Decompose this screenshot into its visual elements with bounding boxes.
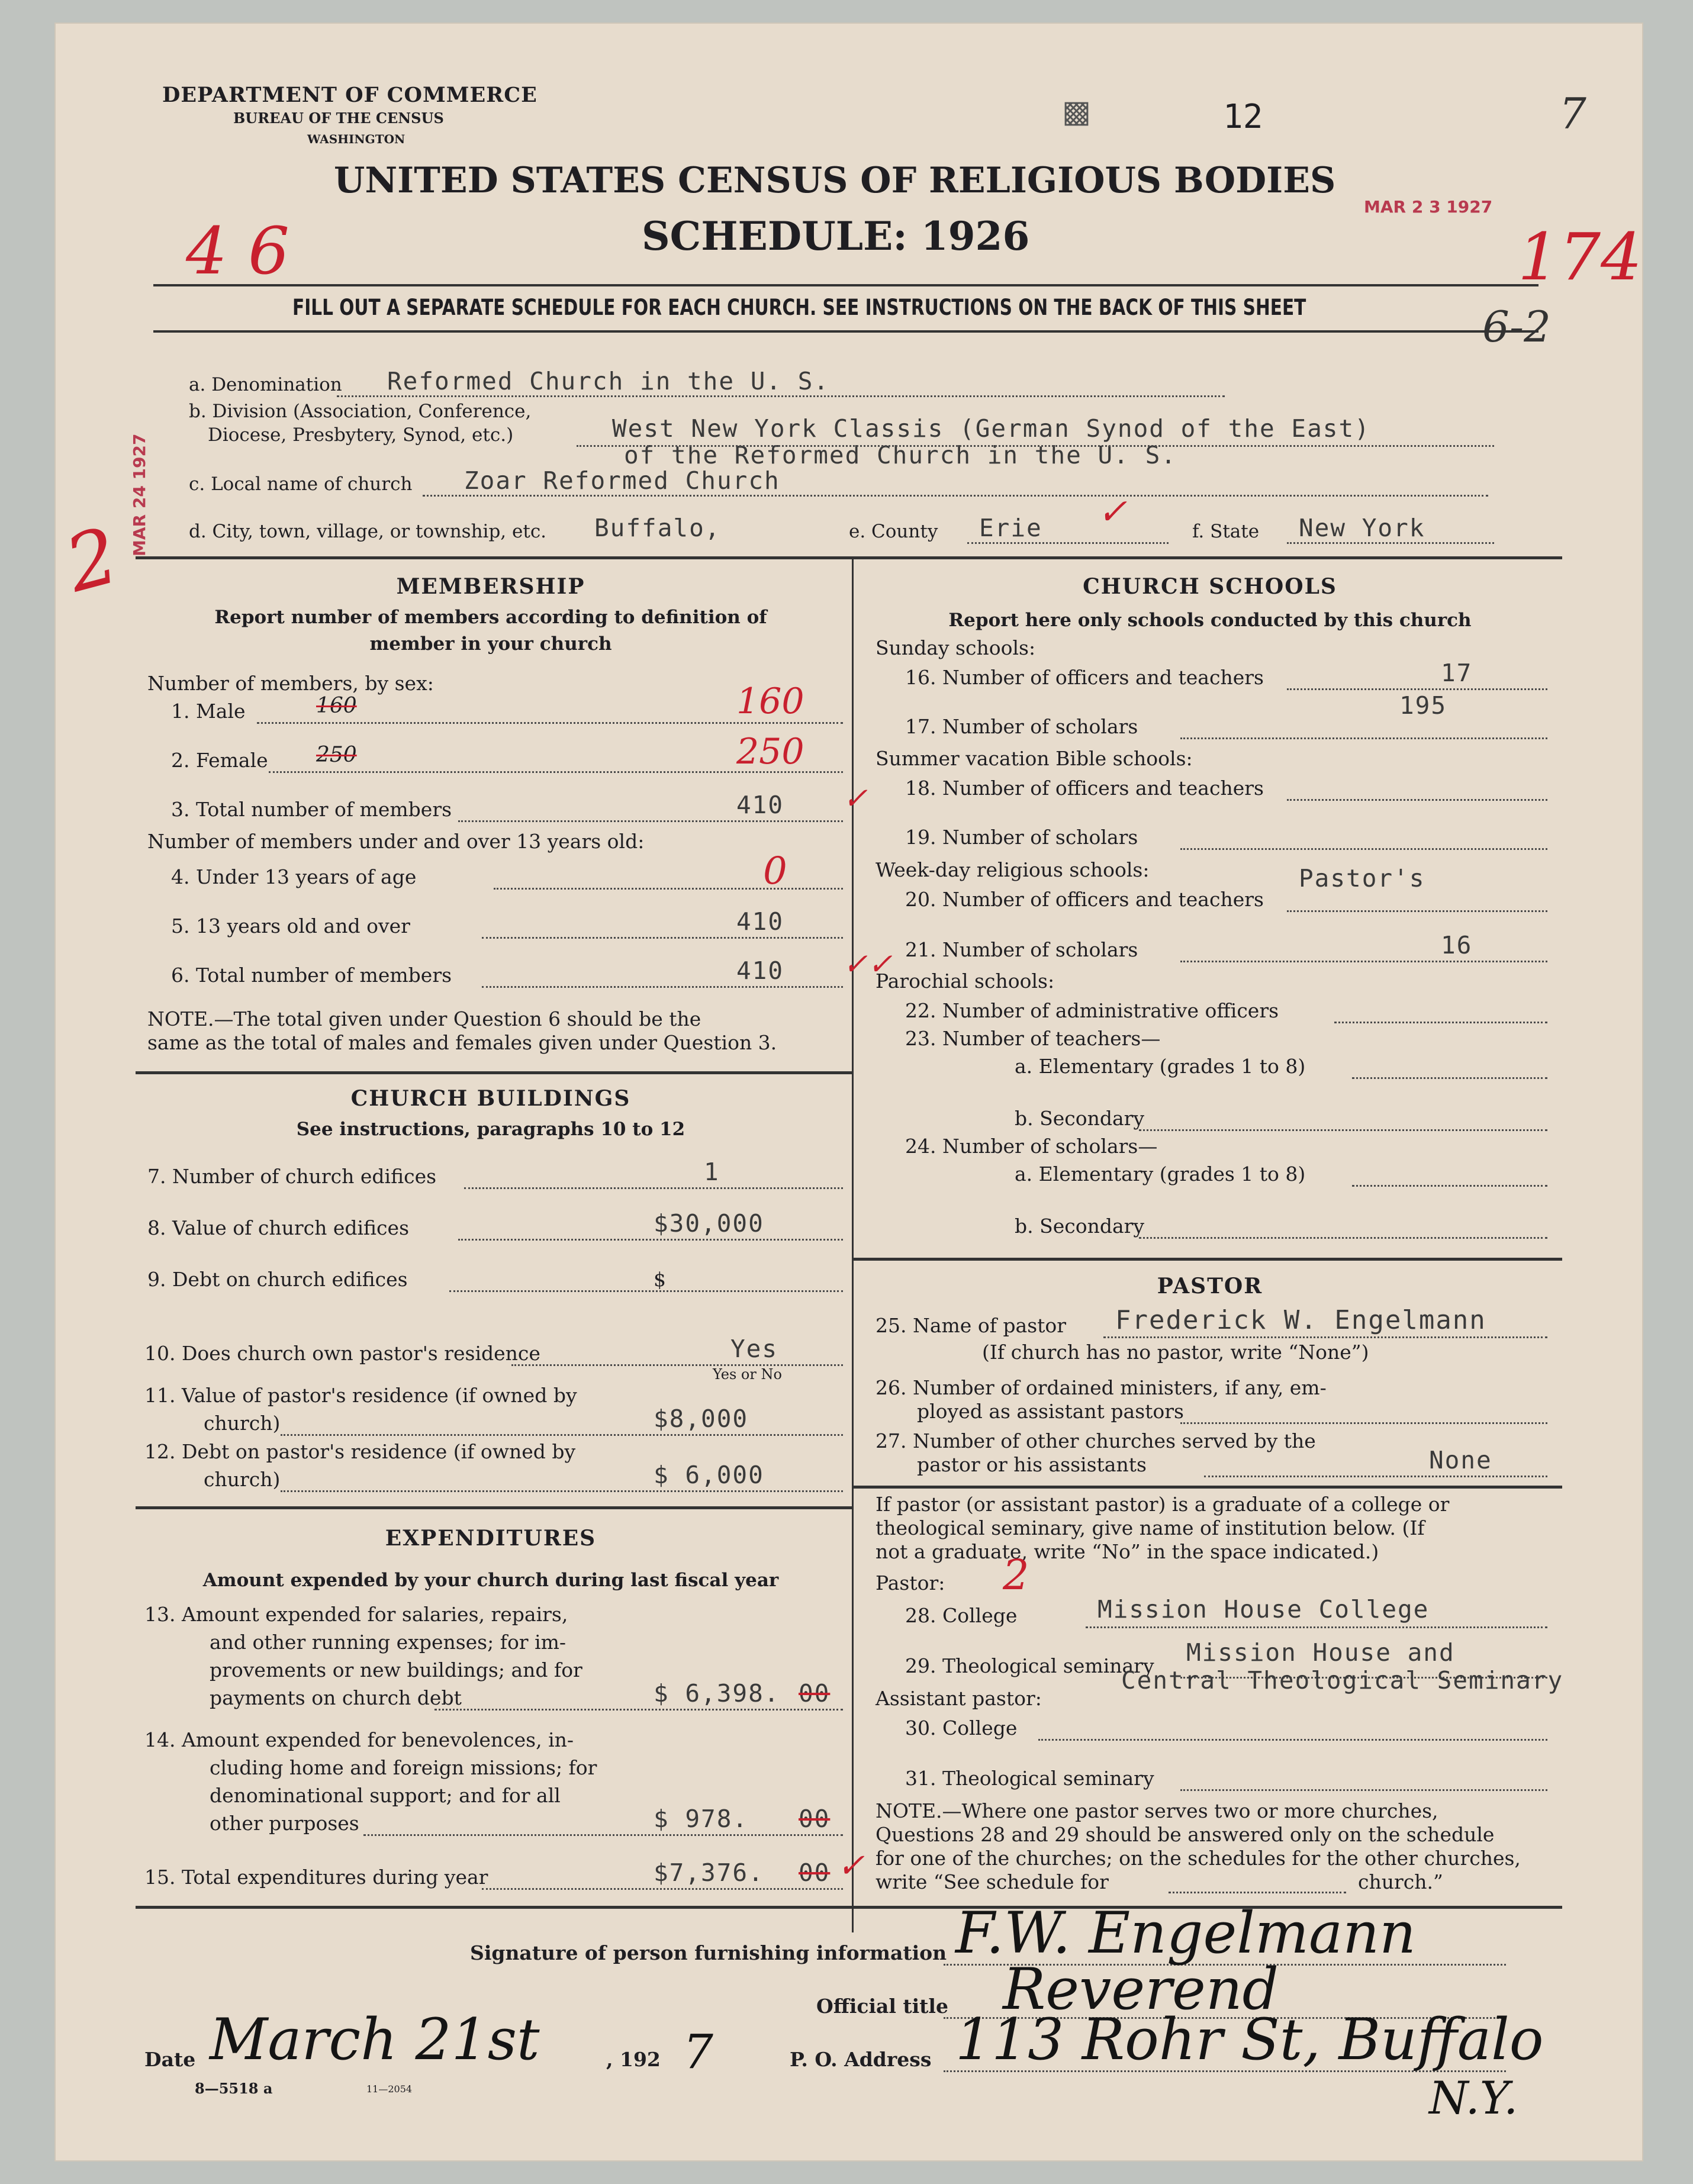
- handwritten-left-number: 4 6: [186, 213, 289, 289]
- q5-label: 5. 13 years old and over: [171, 914, 410, 938]
- header-rule-bottom: [153, 330, 1538, 333]
- q9-value: $: [654, 1268, 666, 1291]
- county-line: [967, 542, 1169, 544]
- department-name: DEPARTMENT OF COMMERCE: [162, 83, 537, 107]
- expenditures-title: EXPENDITURES: [385, 1526, 597, 1551]
- county-check-mark: ✓: [1097, 491, 1128, 533]
- q23a-line: [1352, 1077, 1547, 1079]
- q6-value: 410: [736, 956, 784, 985]
- q3-line: [458, 820, 843, 822]
- q25-label: 25. Name of pastor: [876, 1314, 1067, 1337]
- q20-label: 20. Number of officers and teachers: [905, 888, 1264, 911]
- q17-line: [1180, 737, 1547, 739]
- q25-hint: (If church has no pastor, write “None”): [982, 1341, 1369, 1364]
- q2-label: 2. Female: [171, 749, 268, 772]
- division-value-1: West New York Classis (German Synod of the East): [612, 414, 1370, 443]
- signature-value: F.W. Engelmann: [955, 1900, 1416, 1966]
- q14-value: $ 978.: [654, 1805, 749, 1833]
- q12-value: $ 6,000: [654, 1461, 764, 1489]
- graduate-note-1: If pastor (or assistant pastor) is a graduate of a college or: [876, 1493, 1450, 1516]
- q13-line: [434, 1709, 843, 1711]
- date-value: March 21st: [210, 2006, 540, 2073]
- q15-line: [482, 1888, 843, 1890]
- q18-line: [1287, 799, 1547, 801]
- q6-line: [482, 986, 843, 988]
- q27-label-1: 27. Number of other churches served by the: [876, 1429, 1316, 1452]
- q1-line: [257, 722, 843, 724]
- summer-heading: Summer vacation Bible schools:: [876, 747, 1193, 770]
- q9-line: [449, 1290, 843, 1292]
- q27-value: None: [1429, 1446, 1492, 1474]
- q24a-line: [1352, 1185, 1547, 1187]
- city-value: Buffalo,: [594, 514, 721, 542]
- main-rule: [136, 556, 1562, 559]
- schools-sub: Report here only schools conducted by this church: [948, 610, 1472, 631]
- q11-line: [281, 1434, 843, 1436]
- weekday-note: Pastor's: [1299, 864, 1425, 893]
- q26-label-2: ployed as assistant pastors: [917, 1400, 1184, 1423]
- q23b-label: b. Secondary: [1015, 1107, 1145, 1130]
- q21-label: 21. Number of scholars: [905, 938, 1138, 961]
- buildings-title: CHURCH BUILDINGS: [350, 1086, 631, 1111]
- q1-label: 1. Male: [171, 700, 246, 723]
- q25-value: Frederick W. Engelmann: [1115, 1305, 1486, 1335]
- q26-label-1: 26. Number of ordained ministers, if any, em-: [876, 1376, 1327, 1399]
- q15-label: 15. Total expenditures during year: [144, 1866, 488, 1889]
- q10-label: 10. Does church own pastor's residence: [144, 1342, 540, 1365]
- q10-line: [511, 1364, 843, 1366]
- q6-label: 6. Total number of members: [171, 964, 452, 987]
- q2-value: 250: [736, 731, 804, 772]
- state-line: [1287, 542, 1494, 544]
- pastor-note-4: write “See schedule for: [876, 1870, 1109, 1893]
- q4-line: [494, 888, 843, 890]
- side-received-stamp: MAR 24 1927: [130, 433, 149, 556]
- denomination-line: [337, 395, 1225, 397]
- q18-label: 18. Number of officers and teachers: [905, 777, 1264, 800]
- buildings-rule: [136, 1506, 852, 1509]
- q7-value: 1: [704, 1158, 720, 1186]
- q5-value: 410: [736, 907, 784, 936]
- q17-value: 195: [1399, 691, 1447, 720]
- q26-line: [1180, 1422, 1547, 1424]
- q24a-label: a. Elementary (grades 1 to 8): [1015, 1162, 1306, 1186]
- q28-label: 28. College: [905, 1604, 1018, 1627]
- division-label-1: b. Division (Association, Conference,: [189, 401, 532, 422]
- q11-label-1: 11. Value of pastor's residence (if owned by: [144, 1384, 577, 1407]
- form-code: 8—5518 a: [195, 2080, 273, 2097]
- q11-label-2: church): [204, 1412, 281, 1435]
- q5-line: [482, 937, 843, 939]
- q13-line-1: 13. Amount expended for salaries, repairs,: [144, 1603, 568, 1626]
- header-rule-top: [153, 284, 1538, 286]
- q25-line: [1103, 1336, 1547, 1338]
- pastor-note-5: church.”: [1358, 1870, 1443, 1893]
- print-code: 11—2054: [366, 2083, 413, 2095]
- age-heading: Number of members under and over 13 years old:: [147, 830, 645, 853]
- pastor-grad-label: Pastor:: [876, 1571, 945, 1594]
- handwritten-side-mark: 2: [56, 510, 127, 610]
- q29-value-2: Central Theological Seminary: [1121, 1666, 1564, 1695]
- q27-line: [1204, 1476, 1547, 1477]
- q8-line: [458, 1239, 843, 1241]
- q14-line-4: other purposes: [210, 1812, 359, 1835]
- schedule-year: SCHEDULE: 1926: [642, 213, 1030, 259]
- q30-line: [1038, 1739, 1547, 1741]
- pastor-note-3: for one of the churches; on the schedules for the other churches,: [876, 1847, 1521, 1870]
- pastor-note-1: NOTE.—Where one pastor serves two or more churches,: [876, 1799, 1438, 1822]
- q29-value-1: Mission House and: [1186, 1638, 1455, 1667]
- q23a-label: a. Elementary (grades 1 to 8): [1015, 1055, 1306, 1078]
- assistant-grad-label: Assistant pastor:: [876, 1687, 1042, 1710]
- q3-label: 3. Total number of members: [171, 798, 452, 821]
- q12-label-2: church): [204, 1468, 281, 1491]
- membership-sub-2: member in your church: [369, 633, 612, 655]
- q12-label-1: 12. Debt on pastor's residence (if owned by: [144, 1440, 576, 1463]
- q14-line-2: cluding home and foreign missions; for: [210, 1756, 597, 1779]
- official-title-value: Reverend: [1003, 1956, 1279, 2022]
- city-name: WASHINGTON: [307, 132, 405, 146]
- division-line: [577, 445, 1494, 447]
- q22-label: 22. Number of administrative officers: [905, 999, 1279, 1022]
- q3-check-mark: ✓: [843, 781, 868, 816]
- local-name-label: c. Local name of church: [189, 473, 413, 495]
- q19-label: 19. Number of scholars: [905, 826, 1138, 849]
- city-label: d. City, town, village, or township, etc.: [189, 521, 547, 542]
- sunday-heading: Sunday schools:: [876, 636, 1036, 659]
- q14-line-1: 14. Amount expended for benevolences, in-: [144, 1728, 574, 1751]
- q2-old-value: 250: [316, 743, 357, 767]
- received-date-stamp: MAR 2 3 1927: [1364, 197, 1493, 217]
- pastor-rule: [852, 1486, 1562, 1489]
- q29-label: 29. Theological seminary: [905, 1654, 1154, 1677]
- membership-sub-1: Report number of members according to definition of: [214, 607, 767, 628]
- members-by-sex-heading: Number of members, by sex:: [147, 672, 434, 695]
- q22-line: [1334, 1022, 1547, 1023]
- q15-check-mark: ✓: [837, 1847, 865, 1885]
- state-value: New York: [1299, 514, 1425, 542]
- schools-title: CHURCH SCHOOLS: [1083, 574, 1337, 599]
- handwritten-right-number: 174: [1518, 219, 1642, 295]
- denomination-label: a. Denomination: [189, 374, 342, 395]
- stamped-number-prefix: ▩: [1062, 94, 1092, 130]
- pastor-grad-mark: 2: [1003, 1551, 1029, 1599]
- q1-value: 160: [736, 681, 804, 722]
- division-label-2: Diocese, Presbytery, Synod, etc.): [208, 424, 514, 446]
- buildings-sub: See instructions, paragraphs 10 to 12: [296, 1119, 685, 1140]
- q27-label-2: pastor or his assistants: [917, 1453, 1147, 1476]
- q30-label: 30. College: [905, 1716, 1018, 1740]
- county-label: e. County: [849, 521, 938, 542]
- address-value: 113 Rohr St, Buffalo: [955, 2006, 1544, 2073]
- q14-line: [363, 1834, 843, 1836]
- q17-label: 17. Number of scholars: [905, 715, 1138, 738]
- q13-line-2: and other running expenses; for im-: [210, 1631, 567, 1654]
- q14-line-3: denominational support; and for all: [210, 1784, 561, 1807]
- q24-label: 24. Number of scholars—: [905, 1135, 1158, 1158]
- graduate-note-3: not a graduate, write “No” in the space indicated.): [876, 1540, 1379, 1563]
- graduate-note-2: theological seminary, give name of institution below. (If: [876, 1516, 1425, 1539]
- division-value-2: of the Reformed Church in the U. S.: [624, 441, 1177, 469]
- weekday-heading: Week-day religious schools:: [876, 858, 1150, 881]
- q31-line: [1180, 1789, 1547, 1791]
- county-value: Erie: [979, 514, 1042, 542]
- membership-note-1: NOTE.—The total given under Question 6 should be the: [147, 1007, 701, 1030]
- q10-hint: Yes or No: [713, 1366, 782, 1383]
- year-label: , 192: [606, 2048, 661, 2071]
- membership-note-2: same as the total of males and females given under Question 3.: [147, 1031, 777, 1054]
- q15-cents: 00: [799, 1858, 831, 1887]
- signature-label: Signature of person furnishing information: [470, 1941, 947, 1964]
- pastor-note-blank: [1169, 1892, 1346, 1893]
- census-schedule-sheet: [56, 24, 1642, 2160]
- q28-value: Mission House College: [1097, 1595, 1430, 1623]
- address-label: P. O. Address: [790, 2048, 932, 2071]
- pastor-note-2: Questions 28 and 29 should be answered only on the schedule: [876, 1823, 1495, 1846]
- q23b-line: [1139, 1129, 1547, 1131]
- q16-value: 17: [1441, 659, 1473, 687]
- membership-title: MEMBERSHIP: [396, 574, 585, 599]
- handwritten-right-code: 6-2: [1482, 302, 1551, 352]
- local-name-value: Zoar Reformed Church: [464, 466, 780, 495]
- q19-line: [1180, 848, 1547, 850]
- address-state: N.Y.: [1429, 2072, 1518, 2124]
- state-label: f. State: [1192, 521, 1260, 542]
- q7-label: 7. Number of church edifices: [147, 1165, 437, 1188]
- handwritten-corner-mark: 7: [1559, 89, 1586, 138]
- form-number: 12: [1223, 98, 1263, 136]
- q13-cents: 00: [799, 1679, 831, 1708]
- q23-label: 23. Number of teachers—: [905, 1027, 1161, 1050]
- q1-old-value: 160: [316, 694, 357, 718]
- parochial-heading: Parochial schools:: [876, 969, 1055, 993]
- year-value: 7: [683, 2024, 713, 2079]
- pastor-title: PASTOR: [1157, 1274, 1263, 1299]
- q21-value: 16: [1441, 931, 1473, 959]
- q10-value: Yes: [730, 1335, 778, 1363]
- official-title-label: Official title: [816, 1995, 948, 2018]
- q4-value: 0: [763, 849, 787, 893]
- column-divider: [852, 559, 854, 1932]
- q13-value: $ 6,398.: [654, 1679, 780, 1708]
- header-instruction: FILL OUT A SEPARATE SCHEDULE FOR EACH CHURCH. SEE INSTRUCTIONS ON THE BACK OF THIS SHEET: [292, 295, 1306, 320]
- q11-value: $8,000: [654, 1405, 749, 1433]
- q28-line: [1086, 1626, 1547, 1628]
- denomination-value: Reformed Church in the U. S.: [387, 367, 830, 395]
- date-label: Date: [144, 2048, 196, 2071]
- expenditures-sub: Amount expended by your church during last fiscal year: [202, 1570, 779, 1591]
- q9-label: 9. Debt on church edifices: [147, 1268, 408, 1291]
- schools-rule: [852, 1258, 1562, 1261]
- q20-line: [1287, 910, 1547, 912]
- q16-label: 16. Number of officers and teachers: [905, 666, 1264, 689]
- q13-line-4: payments on church debt: [210, 1686, 462, 1709]
- q7-line: [464, 1187, 843, 1189]
- bureau-name: BUREAU OF THE CENSUS: [233, 109, 444, 127]
- q8-value: $30,000: [654, 1209, 764, 1238]
- q24b-label: b. Secondary: [1015, 1215, 1145, 1238]
- q6-check-mark: ✓✓: [843, 947, 893, 981]
- q31-label: 31. Theological seminary: [905, 1767, 1154, 1790]
- q12-line: [281, 1490, 843, 1492]
- local-name-line: [423, 495, 1488, 497]
- q3-value: 410: [736, 791, 784, 819]
- q8-label: 8. Value of church edifices: [147, 1216, 410, 1239]
- membership-rule: [136, 1071, 852, 1074]
- q13-line-3: provements or new buildings; and for: [210, 1658, 582, 1682]
- q14-cents: 00: [799, 1805, 831, 1833]
- q24b-line: [1139, 1237, 1547, 1239]
- q15-value: $7,376.: [654, 1858, 764, 1887]
- form-title: UNITED STATES CENSUS OF RELIGIOUS BODIES: [334, 160, 1336, 201]
- q21-line: [1180, 961, 1547, 962]
- q16-line: [1287, 688, 1547, 690]
- q4-label: 4. Under 13 years of age: [171, 865, 417, 888]
